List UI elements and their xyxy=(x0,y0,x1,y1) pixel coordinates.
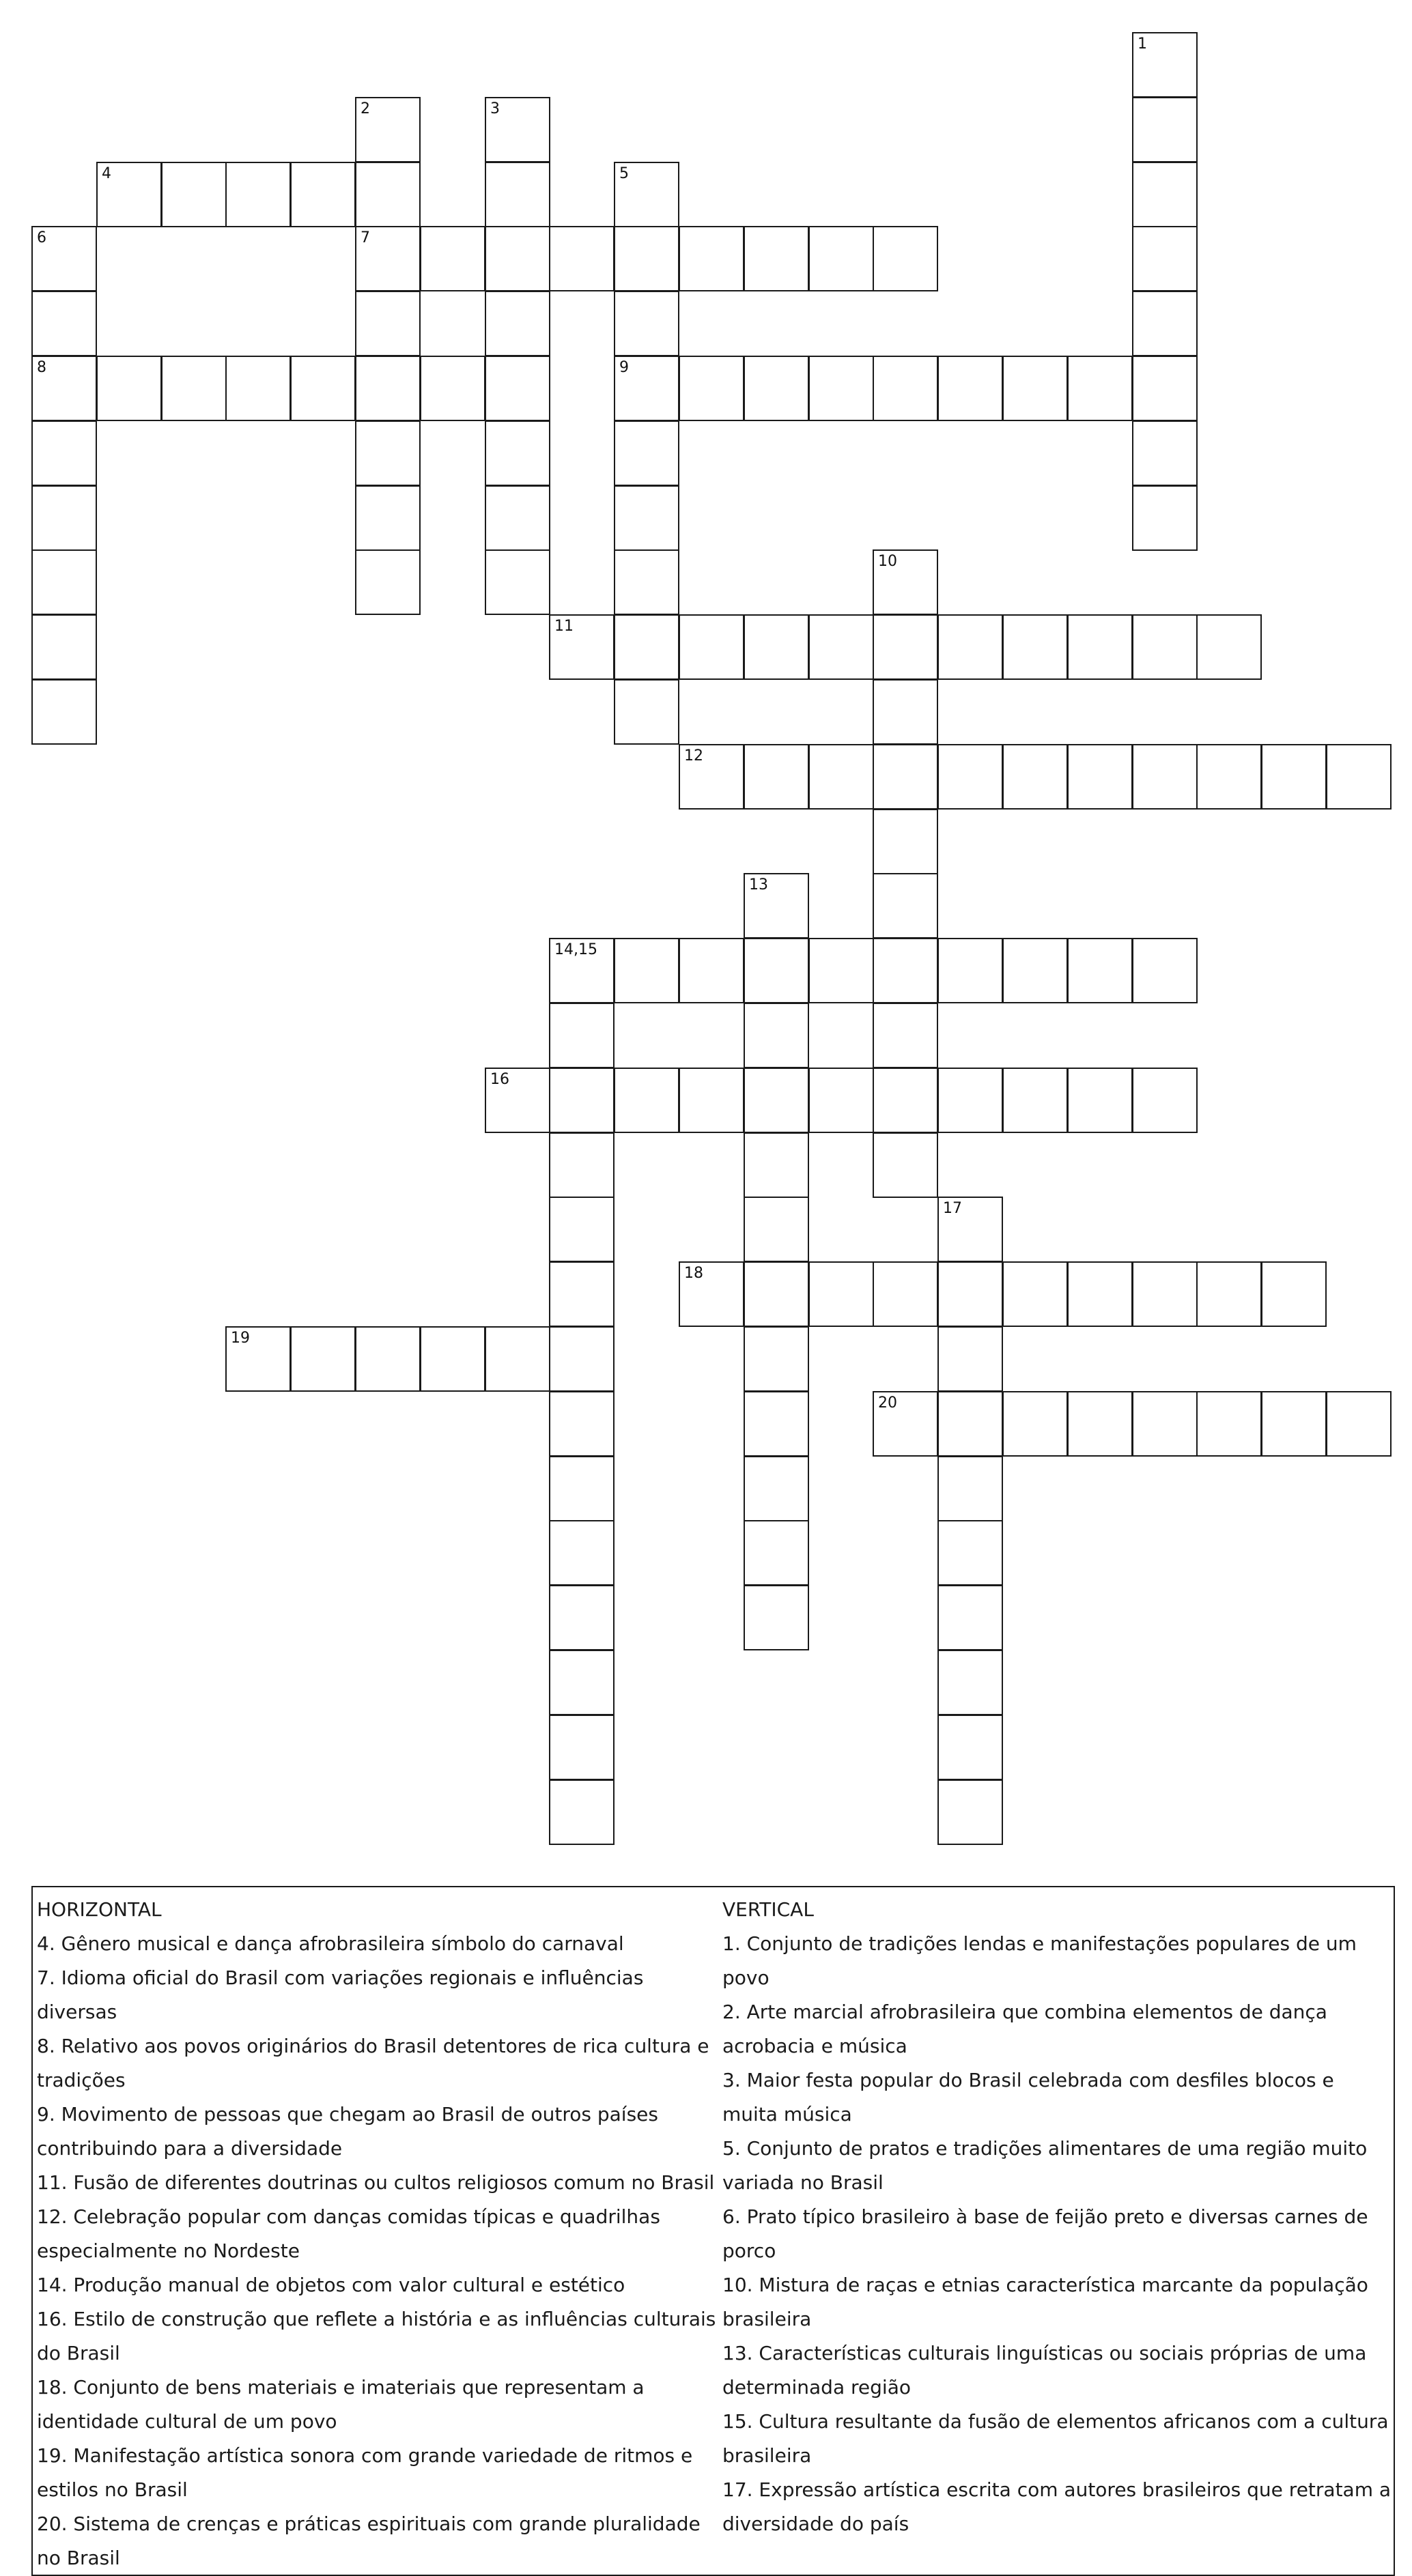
grid-cell[interactable] xyxy=(485,97,550,162)
clue-h-11: 11. Fusão de diferentes doutrinas ou cultos religiosos comum no Brasil xyxy=(37,2171,715,2194)
grid-cell[interactable] xyxy=(1132,1068,1198,1133)
grid-cell[interactable] xyxy=(549,1326,615,1392)
grid-cell[interactable] xyxy=(1067,1261,1133,1327)
grid-cell[interactable] xyxy=(744,1585,809,1650)
clue-number: 12 xyxy=(684,747,703,764)
grid-cell[interactable] xyxy=(1326,1391,1392,1457)
grid-cell[interactable] xyxy=(614,356,679,421)
grid-cell[interactable] xyxy=(937,1650,1003,1715)
clue-box xyxy=(31,1886,1395,2576)
grid-cell[interactable] xyxy=(549,614,615,680)
grid-cell[interactable] xyxy=(937,1197,1003,1262)
vertical-heading: VERTICAL xyxy=(722,1898,814,1921)
grid-cell[interactable] xyxy=(1002,1391,1068,1457)
clue-number: 1 xyxy=(1138,35,1147,53)
clue-h-12: 12. Celebração popular com danças comidas típicas e quadrilhas especialmente no Nordeste xyxy=(37,2205,660,2262)
grid-cell[interactable] xyxy=(549,1068,615,1133)
grid-cell[interactable] xyxy=(549,1391,615,1457)
clue-v-1: 1. Conjunto de tradições lendas e manifestações populares de um povo xyxy=(722,1932,1357,1989)
grid-cell[interactable] xyxy=(420,1326,485,1392)
grid-cell[interactable] xyxy=(1132,162,1198,227)
clue-number: 17 xyxy=(943,1200,962,1217)
grid-cell[interactable] xyxy=(1067,356,1133,421)
grid-cell[interactable] xyxy=(744,744,809,810)
grid-cell[interactable] xyxy=(937,744,1003,810)
grid-cell[interactable] xyxy=(355,226,421,291)
grid-cell[interactable] xyxy=(420,356,485,421)
grid-cell[interactable] xyxy=(549,226,615,291)
grid-cell[interactable] xyxy=(485,356,550,421)
grid-cell[interactable] xyxy=(614,1068,679,1133)
grid-cell[interactable] xyxy=(1132,938,1198,1003)
grid-cell[interactable] xyxy=(937,1391,1003,1457)
grid-cell[interactable] xyxy=(1002,1261,1068,1327)
grid-cell[interactable] xyxy=(1132,32,1198,98)
grid-cell[interactable] xyxy=(873,809,938,874)
grid-cell[interactable] xyxy=(937,1456,1003,1521)
grid-cell[interactable] xyxy=(1067,614,1133,680)
grid-cell[interactable] xyxy=(355,356,421,421)
clue-number: 6 xyxy=(37,229,46,246)
grid-cell[interactable] xyxy=(744,1391,809,1457)
clue-h-16: 16. Estilo de construção que reflete a história e as influências culturais do Brasil xyxy=(37,2308,716,2364)
grid-cell[interactable] xyxy=(1132,291,1198,356)
grid-cell[interactable] xyxy=(937,1585,1003,1650)
grid-cell[interactable] xyxy=(679,226,744,291)
grid-cell[interactable] xyxy=(549,1650,615,1715)
clue-number: 9 xyxy=(619,359,629,376)
grid-cell[interactable] xyxy=(937,1261,1003,1327)
clue-h-8: 8. Relativo aos povos originários do Brasil detentores de rica cultura e tradições xyxy=(37,2035,709,2091)
grid-cell[interactable] xyxy=(1132,420,1198,486)
grid-cell[interactable] xyxy=(225,356,291,421)
grid-cell[interactable] xyxy=(873,1003,938,1068)
grid-cell[interactable] xyxy=(1132,97,1198,162)
grid-cell[interactable] xyxy=(744,938,809,1003)
grid-cell[interactable] xyxy=(614,420,679,486)
grid-cell[interactable] xyxy=(808,938,874,1003)
grid-cell[interactable] xyxy=(744,1132,809,1198)
grid-cell[interactable] xyxy=(1261,1261,1327,1327)
grid-cell[interactable] xyxy=(873,744,938,810)
grid-cell[interactable] xyxy=(355,1326,421,1392)
grid-cell[interactable] xyxy=(485,1068,550,1133)
grid-cell[interactable] xyxy=(614,485,679,551)
grid-cell[interactable] xyxy=(937,614,1003,680)
grid-cell[interactable] xyxy=(808,744,874,810)
clue-number: 7 xyxy=(361,229,370,246)
grid-cell[interactable] xyxy=(290,162,356,227)
grid-cell[interactable] xyxy=(1132,1391,1198,1457)
grid-cell[interactable] xyxy=(485,1326,550,1392)
grid-cell[interactable] xyxy=(614,938,679,1003)
grid-cell[interactable] xyxy=(485,420,550,486)
grid-cell[interactable] xyxy=(744,356,809,421)
grid-cell[interactable] xyxy=(873,1068,938,1133)
clue-h-20: 20. Sistema de crenças e práticas espirituais com grande pluralidade no Brasil xyxy=(37,2513,701,2569)
grid-cell[interactable] xyxy=(355,485,421,551)
grid-cell[interactable] xyxy=(1002,356,1068,421)
grid-cell[interactable] xyxy=(744,1456,809,1521)
clue-number: 10 xyxy=(878,553,897,570)
clue-h-19: 19. Manifestação artística sonora com grande variedade de ritmos e estilos no Brasil xyxy=(37,2444,693,2501)
grid-cell[interactable] xyxy=(1002,1068,1068,1133)
grid-cell[interactable] xyxy=(937,1520,1003,1586)
grid-cell[interactable] xyxy=(1002,614,1068,680)
horizontal-heading: HORIZONTAL xyxy=(37,1898,162,1921)
clue-v-3: 3. Maior festa popular do Brasil celebrada com desfiles blocos e muita música xyxy=(722,2069,1334,2126)
grid-cell[interactable] xyxy=(808,356,874,421)
grid-cell[interactable] xyxy=(614,679,679,745)
clue-number: 11 xyxy=(554,618,574,635)
grid-cell[interactable] xyxy=(485,226,550,291)
clue-number: 8 xyxy=(37,359,46,376)
grid-cell[interactable] xyxy=(937,1326,1003,1392)
clue-v-13: 13. Características culturais linguísticas ou sociais próprias de uma determinada região xyxy=(722,2342,1367,2399)
grid-cell[interactable] xyxy=(873,1261,938,1327)
grid-cell[interactable] xyxy=(1196,1391,1262,1457)
clue-v-15: 15. Cultura resultante da fusão de elementos africanos com a cultura brasileira xyxy=(722,2410,1389,2467)
grid-cell[interactable] xyxy=(937,1715,1003,1780)
grid-cell[interactable] xyxy=(1067,1068,1133,1133)
grid-cell[interactable] xyxy=(31,549,97,615)
grid-cell[interactable] xyxy=(1196,614,1262,680)
grid-cell[interactable] xyxy=(1002,938,1068,1003)
grid-cell[interactable] xyxy=(744,1326,809,1392)
clue-v-2: 2. Arte marcial afrobrasileira que combina elementos de dança acrobacia e música xyxy=(722,2001,1327,2057)
grid-cell[interactable] xyxy=(31,291,97,356)
clue-number: 3 xyxy=(490,100,500,117)
clue-v-10: 10. Mistura de raças e etnias característica marcante da população brasileira xyxy=(722,2274,1368,2330)
grid-cell[interactable] xyxy=(161,356,227,421)
clue-number: 16 xyxy=(490,1071,509,1088)
clue-v-5: 5. Conjunto de pratos e tradições alimentares de uma região muito variada no Brasil xyxy=(722,2137,1368,2194)
grid-cell[interactable] xyxy=(1132,1261,1198,1327)
clue-number: 14,15 xyxy=(554,941,597,958)
grid-cell[interactable] xyxy=(679,1068,744,1133)
grid-cell[interactable] xyxy=(485,549,550,615)
grid-cell[interactable] xyxy=(1326,744,1392,810)
grid-cell[interactable] xyxy=(614,226,679,291)
grid-cell[interactable] xyxy=(225,1326,291,1392)
grid-cell[interactable] xyxy=(549,1715,615,1780)
grid-cell[interactable] xyxy=(355,291,421,356)
grid-cell[interactable] xyxy=(1261,744,1327,810)
clue-v-17: 17. Expressão artística escrita com autores brasileiros que retratam a diversidade do país xyxy=(722,2478,1392,2535)
grid-cell[interactable] xyxy=(1067,744,1133,810)
clue-h-18: 18. Conjunto de bens materiais e imateriais que representam a identidade cultural de um povo xyxy=(37,2376,645,2433)
grid-cell[interactable] xyxy=(1132,485,1198,551)
grid-cell[interactable] xyxy=(744,614,809,680)
grid-cell[interactable] xyxy=(744,1003,809,1068)
grid-cell[interactable] xyxy=(1132,226,1198,291)
grid-cell[interactable] xyxy=(549,1003,615,1068)
clue-number: 19 xyxy=(231,1330,250,1347)
grid-cell[interactable] xyxy=(549,1197,615,1262)
clue-number: 20 xyxy=(878,1394,897,1412)
grid-cell[interactable] xyxy=(744,226,809,291)
grid-cell[interactable] xyxy=(549,1261,615,1327)
grid-cell[interactable] xyxy=(1067,938,1133,1003)
grid-cell[interactable] xyxy=(1132,356,1198,421)
grid-cell[interactable] xyxy=(873,226,938,291)
grid-cell[interactable] xyxy=(937,938,1003,1003)
clue-v-6: 6. Prato típico brasileiro à base de feijão preto e diversas carnes de porco xyxy=(722,2205,1368,2262)
grid-cell[interactable] xyxy=(1196,744,1262,810)
grid-cell[interactable] xyxy=(31,679,97,745)
grid-cell[interactable] xyxy=(808,614,874,680)
grid-cell[interactable] xyxy=(290,356,356,421)
grid-cell[interactable] xyxy=(355,162,421,227)
grid-cell[interactable] xyxy=(549,1132,615,1198)
grid-cell[interactable] xyxy=(873,873,938,939)
grid-cell[interactable] xyxy=(225,162,291,227)
grid-cell[interactable] xyxy=(31,420,97,486)
grid-cell[interactable] xyxy=(1132,744,1198,810)
grid-cell[interactable] xyxy=(355,420,421,486)
grid-cell[interactable] xyxy=(808,1261,874,1327)
grid-cell[interactable] xyxy=(873,938,938,1003)
grid-cell[interactable] xyxy=(679,356,744,421)
grid-cell[interactable] xyxy=(420,226,485,291)
grid-cell[interactable] xyxy=(744,1261,809,1327)
grid-cell[interactable] xyxy=(1196,1261,1262,1327)
grid-cell[interactable] xyxy=(679,1261,744,1327)
grid-cell[interactable] xyxy=(96,356,162,421)
grid-cell[interactable] xyxy=(355,97,421,162)
grid-cell[interactable] xyxy=(549,1585,615,1650)
grid-cell[interactable] xyxy=(96,162,162,227)
grid-cell[interactable] xyxy=(1261,1391,1327,1457)
clue-number: 2 xyxy=(361,100,370,117)
grid-cell[interactable] xyxy=(937,356,1003,421)
grid-cell[interactable] xyxy=(873,1391,938,1457)
grid-cell[interactable] xyxy=(485,291,550,356)
grid-cell[interactable] xyxy=(679,744,744,810)
grid-cell[interactable] xyxy=(744,1197,809,1262)
clue-h-7: 7. Idioma oficial do Brasil com variações regionais e influências diversas xyxy=(37,1966,644,2023)
grid-cell[interactable] xyxy=(549,1456,615,1521)
grid-cell[interactable] xyxy=(31,226,97,291)
grid-cell[interactable] xyxy=(614,614,679,680)
grid-cell[interactable] xyxy=(1002,744,1068,810)
grid-cell[interactable] xyxy=(614,549,679,615)
grid-cell[interactable] xyxy=(31,356,97,421)
grid-cell[interactable] xyxy=(161,162,227,227)
clue-number: 5 xyxy=(619,165,629,182)
grid-cell[interactable] xyxy=(355,549,421,615)
grid-cell[interactable] xyxy=(485,162,550,227)
grid-cell[interactable] xyxy=(290,1326,356,1392)
grid-cell[interactable] xyxy=(31,614,97,680)
vertical-clues xyxy=(722,1893,1392,2541)
grid-cell[interactable] xyxy=(873,1132,938,1198)
grid-cell[interactable] xyxy=(1067,1391,1133,1457)
horizontal-clues xyxy=(37,1893,720,2575)
grid-cell[interactable] xyxy=(679,614,744,680)
clue-h-4: 4. Gênero musical e dança afrobrasileira símbolo do carnaval xyxy=(37,1932,624,1955)
grid-cell[interactable] xyxy=(485,485,550,551)
grid-cell[interactable] xyxy=(1132,614,1198,680)
grid-cell[interactable] xyxy=(808,1068,874,1133)
grid-cell[interactable] xyxy=(744,1520,809,1586)
grid-cell[interactable] xyxy=(873,356,938,421)
grid-cell[interactable] xyxy=(549,938,615,1003)
grid-cell[interactable] xyxy=(873,679,938,745)
grid-cell[interactable] xyxy=(31,485,97,551)
clue-number: 4 xyxy=(102,165,111,182)
grid-cell[interactable] xyxy=(614,291,679,356)
grid-cell[interactable] xyxy=(549,1779,615,1845)
clue-number: 18 xyxy=(684,1265,703,1282)
grid-cell[interactable] xyxy=(873,549,938,615)
grid-cell[interactable] xyxy=(614,162,679,227)
grid-cell[interactable] xyxy=(549,1520,615,1586)
grid-cell[interactable] xyxy=(679,938,744,1003)
grid-cell[interactable] xyxy=(873,614,938,680)
grid-cell[interactable] xyxy=(937,1779,1003,1845)
grid-cell[interactable] xyxy=(808,226,874,291)
clue-h-9: 9. Movimento de pessoas que chegam ao Brasil de outros países contribuindo para a diversidade xyxy=(37,2103,658,2160)
grid-cell[interactable] xyxy=(744,1068,809,1133)
clue-number: 13 xyxy=(749,876,768,893)
grid-cell[interactable] xyxy=(937,1068,1003,1133)
grid-cell[interactable] xyxy=(744,873,809,939)
clue-h-14: 14. Produção manual de objetos com valor cultural e estético xyxy=(37,2274,625,2296)
